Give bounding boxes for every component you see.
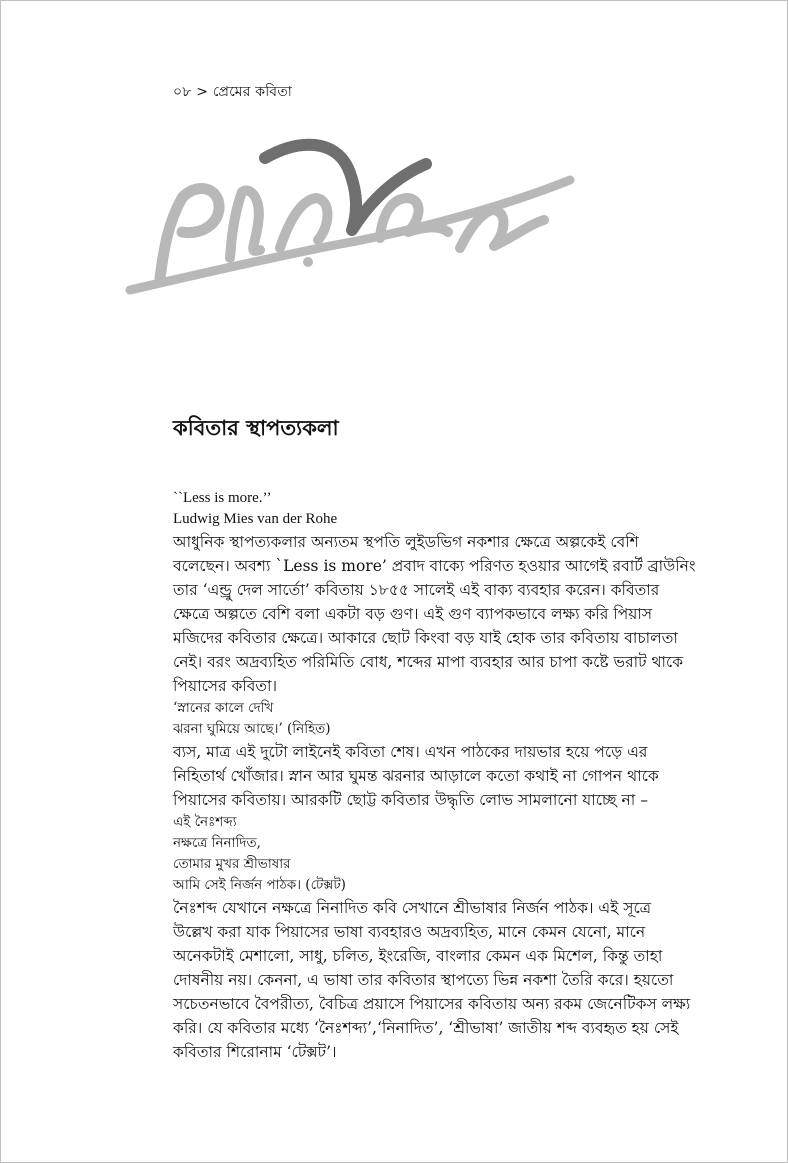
text-line: সচেতনভাবে বৈপরীত্য, বৈচিত্র প্রয়াসে পিয়াসের কবিতায় অন্য রকম জেনেটিকস লক্ষ্য [173,995,691,1013]
verse-1 [173,698,708,740]
text-line: পিয়াসের কবিতা। [173,677,278,695]
text-line: তার ‘এন্ড্রু দেল সার্তো’ কবিতায় ১৮৫৫ সালেই এই বাক্য ব্যবহার করেন। কবিতার [173,581,660,599]
verse-2 [173,812,708,896]
logo-stroke-letter-1 [160,189,219,279]
calligraphy-logo [120,128,580,308]
logo-stroke-letter-2 [230,190,260,258]
text-line: নেই। বরং অদ্রব্যহিত পরিমিতি বোধ, শব্দের মাপা ব্যবহার আর চাপা কষ্টে ভরাট থাকে [173,653,684,671]
verse-line: আমি সেই নির্জন পাঠক। (টেক্সট) [173,877,346,893]
text-line: ক্ষেত্রে অল্পতে বেশি বলা একটা বড় গুণ। এই গুণ ব্যাপকভাবে লক্ষ্য করি পিয়াস [173,605,653,623]
text-line: দোষনীয় নয়। কেননা, এ ভাষা তার কবিতার স্থাপত্যে ভিন্ন নকশা তৈরি করে। হয়তো [173,971,674,989]
verse-line: ‘স্নানের কালে দেখি [173,700,274,716]
text-line: পিয়াসের কবিতায়। আরকটি ছোট্ট কবিতার উদ্ধৃতি লোভ সামলানো যাচ্ছে না – [173,791,648,809]
article-body [173,488,708,1064]
text-line: মজিদের কবিতার ক্ষেত্রে। আকারে ছোট কিংবা বড় যাই হোক তার কবিতায় বাচালতা [173,629,678,647]
text-line: বলেছেন। অবশ্য `Less is more’ প্রবাদ বাক্যে পরিণত হওয়ার আগেই রবার্ট ব্রাউনিং [173,557,696,575]
text-line: নিহিতার্থ খোঁজার। স্নান আর ঘুমন্ত ঝরনার আড়ালে কতো কথাই না গোপন থাকে [173,767,659,785]
section-title: কবিতার স্থাপত্যকলা [173,415,339,440]
logo-dot [303,257,313,267]
text-line: ব্যস, মাত্র এই দুটো লাইনেই কবিতা শেষ। এখন পাঠকের দায়ভার হয়ে পড়ে এর [173,743,648,761]
text-line: নৈঃশব্দ যেখানে নক্ষত্রে নিনাদিত কবি সেখানে শ্রীভাষার নির্জন পাঠক। এই সূত্রে [173,899,652,917]
paragraph-3 [173,896,708,1064]
paragraph-2 [173,740,708,812]
verse-line: এই নৈঃশব্দ্য [173,814,237,830]
text-line: আধুনিক স্থাপত্যকলার অন্যতম স্থপতি লুইডভিগ নকশার ক্ষেত্রে অল্পকেই বেশি [173,533,639,551]
text-line: করি। যে কবিতার মধ্যে ‘নৈঃশব্দ্য’,‘নিনাদিত’, ‘শ্রীভাষা’ জাতীয় শব্দ ব্যবহৃত হয় সেই [173,1019,679,1037]
paragraph-1 [173,530,708,698]
logo-stroke-letter-3 [280,198,328,248]
running-head: ০৮ > প্রেমের কবিতা [173,84,293,100]
verse-line: তোমার মুখর শ্রীভাষার [173,856,291,872]
quote-author: Ludwig Mies van der Rohe [173,511,338,527]
text-line: উল্লেখ করা যাক পিয়াসের ভাষা ব্যবহারও অদ্রব্যহিত, মানে কেমন যেনো, মানে [173,923,646,941]
verse-line: নক্ষত্রে নিনাদিত, [173,835,261,851]
text-line: অনেকটাই মেশালো, সাধু, চলিত, ইংরেজি, বাংলার কেমন এক মিশেল, কিন্তু তাহা [173,947,663,965]
quote-text: ``Less is more.’’ [173,490,272,506]
verse-line: ঝরনা ঘুমিয়ে আছে।’ (নিহিত) [173,721,331,737]
text-line: কবিতার শিরোনাম ‘টেক্সট’। [173,1043,337,1061]
